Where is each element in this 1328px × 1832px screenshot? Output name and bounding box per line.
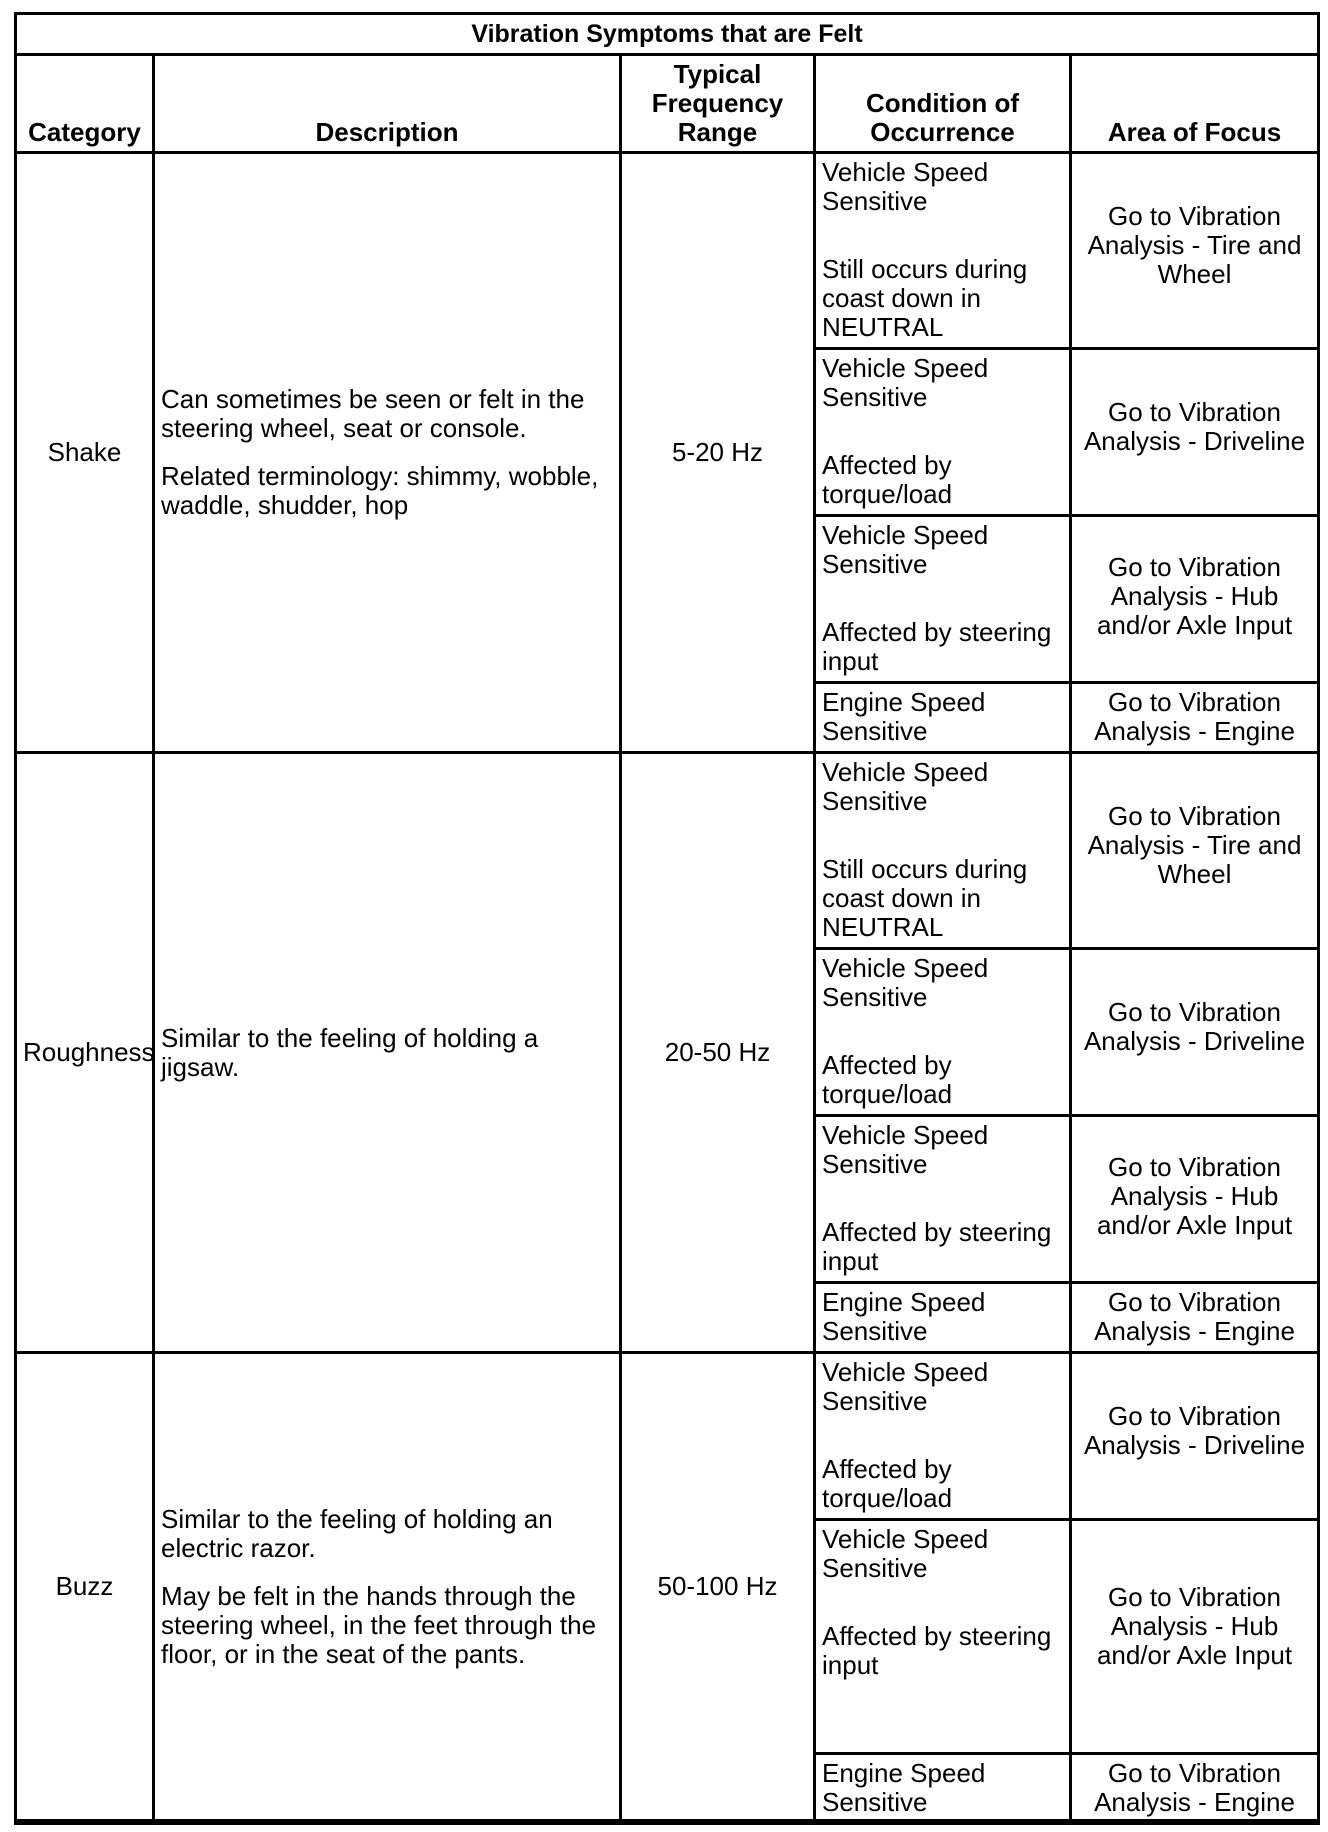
condition-primary: Vehicle Speed Sensitive xyxy=(822,953,989,1012)
table-row xyxy=(17,154,1317,350)
description-text: Can sometimes be seen or felt in the steering wheel, seat or console. xyxy=(161,384,585,443)
condition-primary: Vehicle Speed Sensitive xyxy=(822,1357,989,1416)
condition-cell xyxy=(816,517,1072,684)
condition-secondary: Affected by steering input xyxy=(822,1217,1052,1276)
condition-secondary: Affected by torque/load xyxy=(822,450,953,509)
condition-cell xyxy=(816,1521,1072,1755)
condition-secondary: Still occurs during coast down in NEUTRAL xyxy=(822,254,1028,342)
area-cell: Go to Vibration Analysis - Engine xyxy=(1072,1755,1317,1822)
description-cell xyxy=(155,754,622,1354)
table-row xyxy=(17,754,1317,950)
condition-primary: Vehicle Speed Sensitive xyxy=(822,157,989,216)
condition-cell xyxy=(816,1284,1072,1354)
description-text: Related terminology: shimmy, wobble, waddle, shudder, hop xyxy=(161,461,599,520)
vibration-symptoms-table xyxy=(14,12,1320,1825)
description-text: Similar to the feeling of holding an electric razor. xyxy=(161,1503,553,1563)
condition-cell xyxy=(816,950,1072,1117)
condition-primary: Vehicle Speed Sensitive xyxy=(822,520,989,579)
area-cell: Go to Vibration Analysis - Hub and/or Axle Input xyxy=(1072,1117,1317,1284)
category-cell: Shake xyxy=(17,154,155,754)
frequency-cell: 5-20 Hz xyxy=(622,154,816,754)
condition-primary: Vehicle Speed Sensitive xyxy=(822,757,989,816)
condition-secondary: Affected by torque/load xyxy=(822,1050,953,1109)
table-title: Vibration Symptoms that are Felt xyxy=(17,15,1317,56)
condition-secondary: Affected by torque/load xyxy=(822,1454,953,1513)
category-cell: Buzz xyxy=(17,1354,155,1822)
condition-secondary: Still occurs during coast down in NEUTRAL xyxy=(822,854,1028,942)
area-cell: Go to Vibration Analysis - Engine xyxy=(1072,684,1317,754)
area-cell: Go to Vibration Analysis - Driveline xyxy=(1072,350,1317,517)
condition-primary: Vehicle Speed Sensitive xyxy=(822,1524,989,1583)
description-text: May be felt in the hands through the steering wheel, in the feet through the floor, or in the seat of the pants. xyxy=(161,1580,597,1669)
frequency-cell: 50-100 Hz xyxy=(622,1354,816,1822)
description-cell xyxy=(155,1354,622,1822)
condition-cell xyxy=(816,154,1072,350)
area-cell: Go to Vibration Analysis - Driveline xyxy=(1072,950,1317,1117)
condition-cell xyxy=(816,1117,1072,1284)
header-condition: Condition of Occurrence xyxy=(816,56,1072,154)
table-row xyxy=(17,1354,1317,1521)
condition-secondary: Affected by steering input xyxy=(822,1621,1052,1680)
area-cell: Go to Vibration Analysis - Hub and/or Axle Input xyxy=(1072,1521,1317,1755)
header-category: Category xyxy=(17,56,155,154)
description-text: Similar to the feeling of holding a jigsaw. xyxy=(161,1022,539,1082)
area-cell: Go to Vibration Analysis - Engine xyxy=(1072,1284,1317,1354)
condition-primary: Vehicle Speed Sensitive xyxy=(822,1120,989,1179)
area-cell: Go to Vibration Analysis - Tire and Wheel xyxy=(1072,154,1317,350)
category-cell: Roughness xyxy=(17,754,155,1354)
condition-secondary: Affected by steering input xyxy=(822,617,1052,676)
header-frequency: Typical Frequency Range xyxy=(622,56,816,154)
area-cell: Go to Vibration Analysis - Tire and Wheel xyxy=(1072,754,1317,950)
condition-primary: Engine Speed Sensitive xyxy=(822,687,986,746)
condition-cell xyxy=(816,754,1072,950)
condition-primary: Engine Speed Sensitive xyxy=(822,1287,986,1346)
condition-primary: Engine Speed Sensitive xyxy=(822,1758,986,1817)
header-area: Area of Focus xyxy=(1072,56,1317,154)
condition-cell xyxy=(816,684,1072,754)
frequency-cell: 20-50 Hz xyxy=(622,754,816,1354)
area-cell: Go to Vibration Analysis - Hub and/or Axle Input xyxy=(1072,517,1317,684)
condition-cell xyxy=(816,1755,1072,1822)
condition-primary: Vehicle Speed Sensitive xyxy=(822,353,989,412)
area-cell: Go to Vibration Analysis - Driveline xyxy=(1072,1354,1317,1521)
description-cell xyxy=(155,154,622,754)
header-description: Description xyxy=(155,56,622,154)
condition-cell xyxy=(816,1354,1072,1521)
condition-cell xyxy=(816,350,1072,517)
